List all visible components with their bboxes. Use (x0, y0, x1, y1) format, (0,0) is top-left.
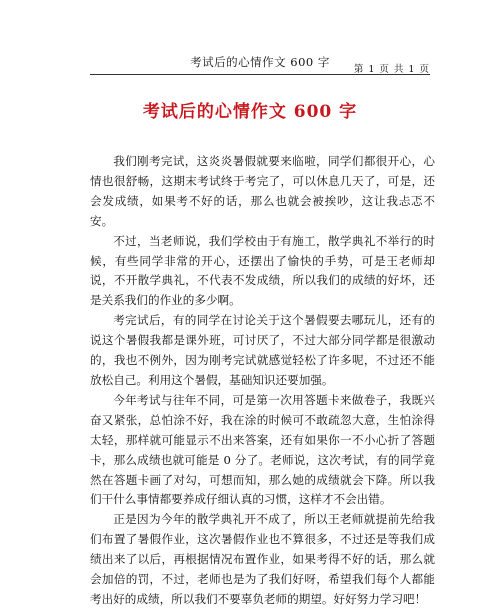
document-title: 考试后的心情作文 600 字 (142, 102, 358, 122)
document-body (90, 152, 435, 610)
paragraph: 今年考试与往年不同，可是第一次用答题卡来做卷子，我既兴奋又紧张，总怕涂不好，我在涂的时候可不敢疏忽大意，生怕涂得太轻，那样就可能显示不出来答案，还有如果你一不小心折了答题卡，那么成绩也就可能是 0 分了。老师说，这次考试，有的同学竟然在答题卡画了对勾，可想而知，那么她的成绩就会下降。所以我们干什么事情都要养成仔细认真的习惯，这样才不会出错。 (90, 392, 435, 507)
header-title: 考试后的心情作文 600 字 (190, 55, 330, 69)
paragraph: 正是因为今年的散学典礼开不成了，所以王老师就提前先给我们布置了暑假作业，这次暑假作业也不算很多，不过还是等我们成绩出来了以后，再根据情况布置作业，如果考得不好的话，那么就会加倍的罚，不过，老师也是为了我们好呀，希望我们每个人都能考出好的成绩，所以我们不要辜负老师的期望。好好努力学习吧！ (90, 512, 435, 606)
header-divider (90, 74, 430, 75)
paragraph: 不过，当老师说，我们学校由于有施工，散学典礼不举行的时候，有些同学非常的开心，还摆出了愉快的手势，可是王老师却说，不开散学典礼，不代表不发成绩，所以我们的成绩的好坏，还是关系我们的作业的多少啊。 (90, 233, 435, 308)
paragraph: 考完试后，有的同学在讨论关于这个暑假要去哪玩儿，还有的说这个暑假我都是课外班，可讨厌了，不过大部分同学都是很激动的，我也不例外，因为刚考完试就感觉轻松了许多呢，不过还不能放松自己。利用这个暑假，基础知识还要加强。 (90, 313, 435, 387)
paragraph: 我们刚考完试，这炎炎暑假就要来临啦，同学们都很开心，心情也很舒畅，这期末考试终于考完了，可以休息几天了，可是，还会发成绩，如果考不好的话，那么也就会被挨吵，这让我忐忑不安。 (90, 154, 435, 228)
running-header (90, 52, 430, 74)
page-number: 第 1 页 共 1 页 (353, 64, 430, 75)
